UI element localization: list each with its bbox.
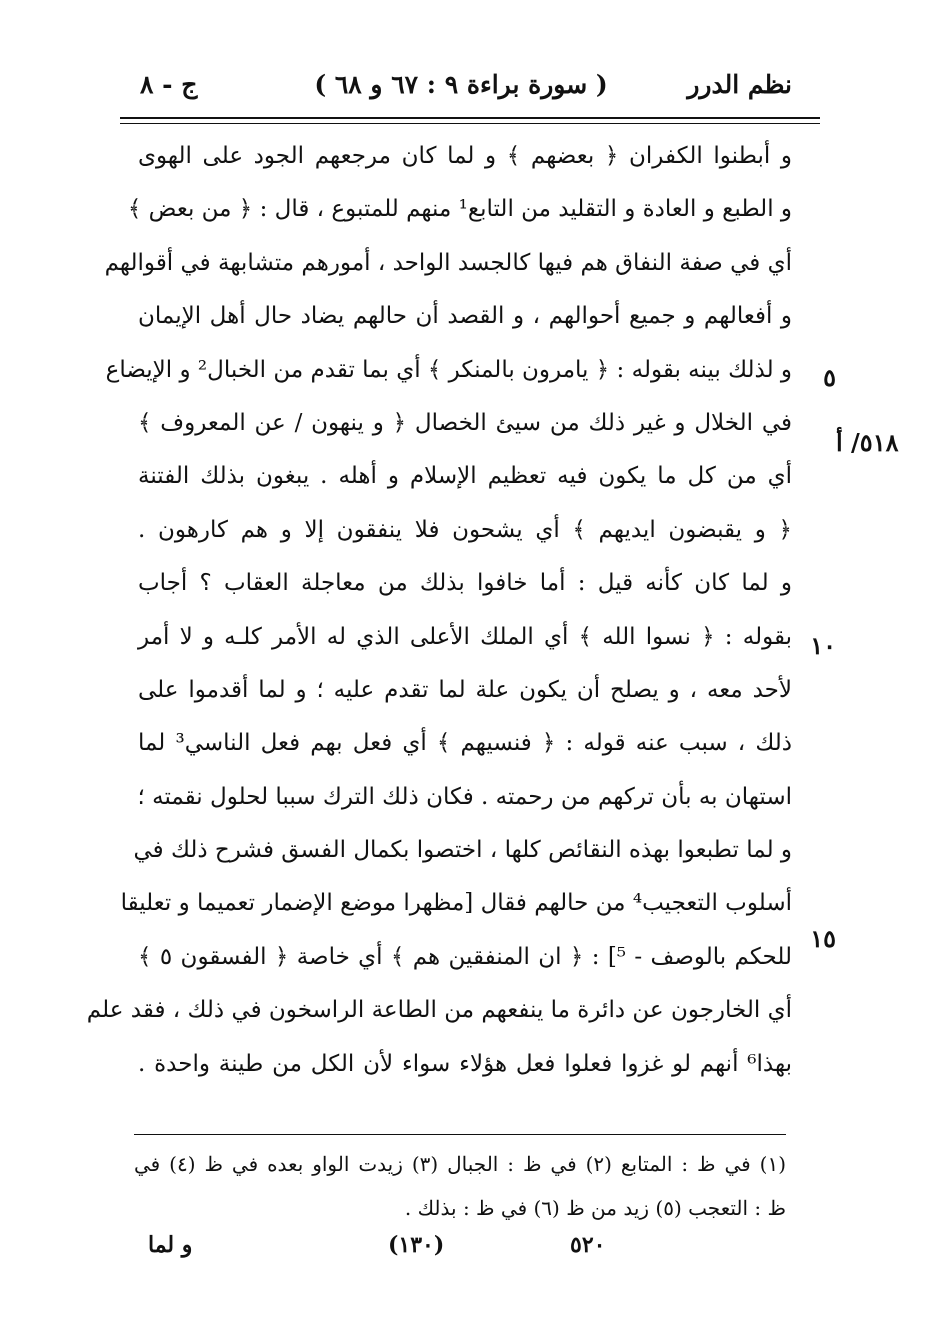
line-number-10: ١٠ <box>810 631 836 660</box>
page-number: ٥٢٠ <box>570 1232 606 1258</box>
footnote-line: (١) في ظ : المتابع (٢) في ظ : الجبال (٣) زيدت الواو بعده في ظ (٤) في <box>134 1152 787 1176</box>
text-line: و لما كان كأنه قيل : أما خافوا بذلك من معاجلة العقاب ؟ أجاب <box>138 570 792 597</box>
text-line: بهذا⁶ أنهم لو غزوا فعلوا فعل هؤلاء سواء لأن الكل من طينة واحدة . <box>138 1050 792 1077</box>
print-signature-number: (١٣٠) <box>388 1232 445 1258</box>
text-line: و الطبع و العادة و التقليد من التابع¹ منهم للمتبوع ، قال : ﴿ من بعض ﴾ <box>127 196 792 223</box>
book-title: نظم الدرر <box>687 70 792 99</box>
header-rule-thick <box>120 117 820 119</box>
footnote-line: ظ : التعجب (٥) زيد من ظ (٦) في ظ : بذلك . <box>404 1196 786 1220</box>
manuscript-folio-reference: ٥١٨/ أ <box>836 428 899 457</box>
line-number-5: ٥ <box>823 363 836 392</box>
text-line: و لذلك بينه بقوله : ﴿ يامرون بالمنكر ﴾ أي بما تقدم من الخبال² و الإيضاع <box>105 356 792 383</box>
text-line: ﴿ و يقبضون ايديهم ﴾ أي يشحون فلا ينفقون إلا و هم كارهون . <box>138 516 792 543</box>
text-line: و أفعالهم و جميع أحوالهم ، و القصد أن حالهم يضاد حال أهل الإيمان <box>138 303 792 330</box>
surah-reference: ( سورة براءة ٩ : ٦٧ و ٦٨ ) <box>314 70 608 99</box>
page-footer <box>130 1232 790 1272</box>
footnotes <box>134 1142 786 1230</box>
text-line: بقوله : ﴿ نسوا الله ﴾ أي الملك الأعلى الذي له الأمر كلـه و لا أمر <box>138 623 792 650</box>
text-line: أي الخارجون عن دائرة ما ينفعهم من الطاعة الراسخون في ذلك ، فقد علم <box>86 997 792 1024</box>
text-line: أي في صفة النفاق هم فيها كالجسد الواحد ، أمورهم متشابهة في أقوالهم <box>104 249 792 276</box>
line-number-15: ١٥ <box>810 924 836 953</box>
footnote-rule <box>134 1134 786 1135</box>
text-line: للحكم بالوصف - ⁵] : ﴿ ان المنفقين هم ﴾ أي خاصة ﴿ الفسقون ٥ ﴾ <box>138 943 792 970</box>
text-line: لأحد معه ، و يصلح أن يكون علة لما تقدم عليه ؛ و لما أقدموا على <box>138 676 792 703</box>
text-line: و لما تطبعوا بهذه النقائص كلها ، اختصوا بكمال الفسق فشرح ذلك في <box>133 837 792 864</box>
text-line: في الخلال و غير ذلك من سيئ الخصال ﴿ و ينهون / عن المعروف ﴾ <box>138 409 792 436</box>
text-line: أسلوب التعجيب⁴ من حالهم فقال [مظهرا موضع الإضمار تعميما و تعليقا <box>120 890 792 917</box>
main-text <box>86 130 793 1091</box>
catchword: و لما <box>148 1232 193 1258</box>
text-line: أي من كل ما يكون فيه تعظيم الإسلام و أهله . يبغون بذلك الفتنة <box>138 463 792 490</box>
running-header <box>130 62 792 106</box>
text-line: استهان به بأن تركهم من رحمته . فكان ذلك الترك سببا لحلول نقمته ؛ <box>137 783 792 810</box>
volume-label: ج - ٨ <box>140 70 198 99</box>
header-rule-thin <box>120 123 820 124</box>
text-line: و أبطنوا الكفران ﴿ بعضهم ﴾ و لما كان مرجعهم الجود على الهوى <box>138 143 792 169</box>
text-line: ذلك ، سبب عنه قوله : ﴿ فنسيهم ﴾ أي فعل بهم فعل الناسي³ لما <box>138 730 793 757</box>
